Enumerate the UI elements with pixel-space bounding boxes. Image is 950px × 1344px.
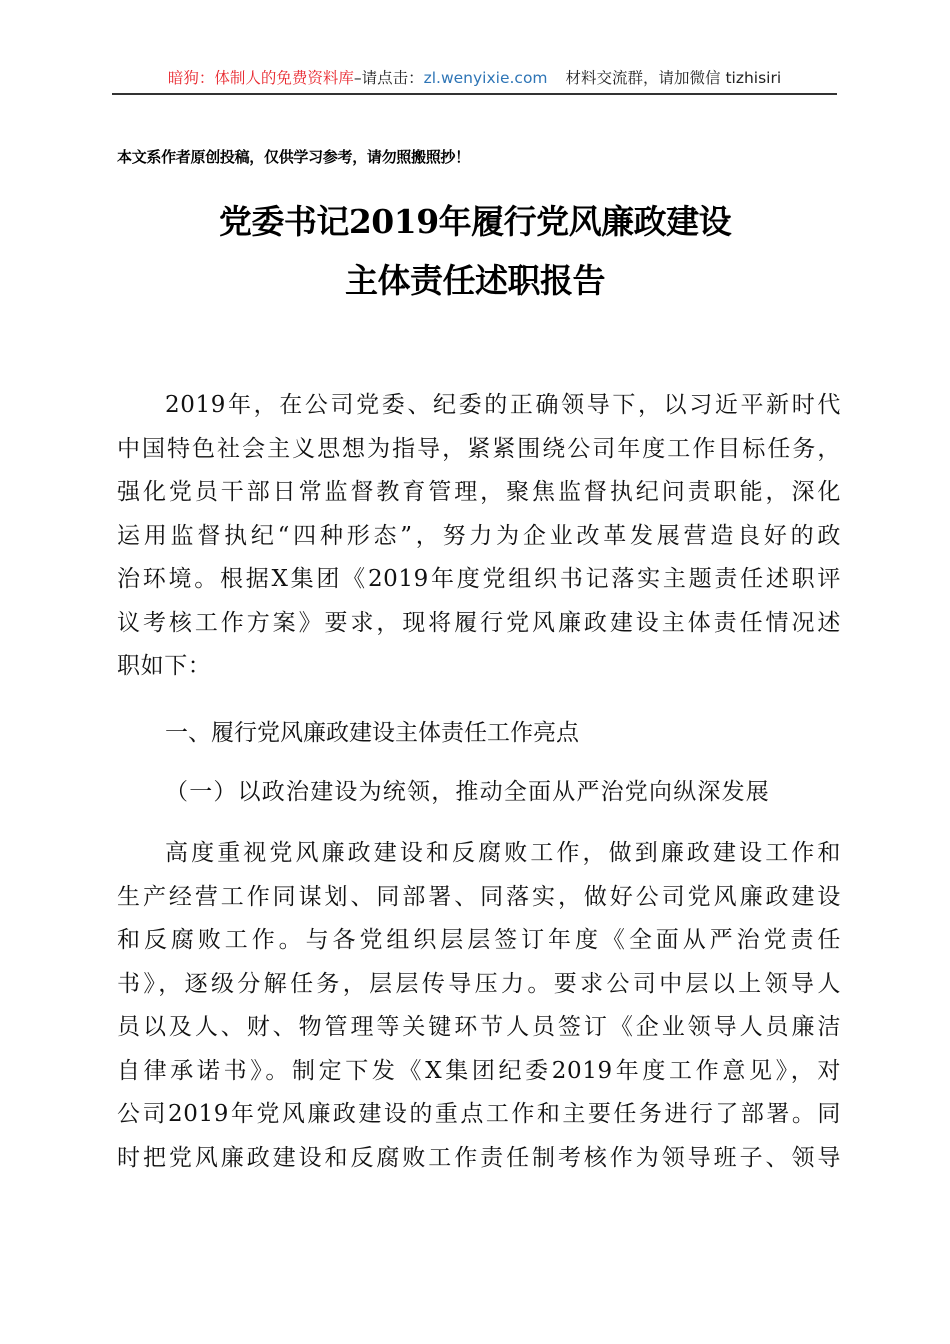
intro-paragraph — [117, 384, 841, 689]
paragraph-line: 时把党风廉政建设和反腐败工作责任制考核作为领导班子、领导 — [117, 1144, 841, 1171]
paragraph-line: 运用监督执纪“四种形态”，努力为企业改革发展营造良好的政 — [117, 522, 841, 549]
section-heading-1: 一、履行党风廉政建设主体责任工作亮点 — [165, 720, 579, 746]
website-link[interactable]: zl.wenyixie.com — [423, 69, 548, 87]
paragraph-line: 强化党员干部日常监督教育管理，聚焦监督执纪问责职能，深化 — [117, 479, 841, 505]
paragraph-line: 公司2019年党风廉政建设的重点工作和主要任务进行了部署。同 — [117, 1101, 841, 1127]
paragraph-line: 自律承诺书》。制定下发《X集团纪委2019年度工作意见》，对 — [117, 1057, 841, 1084]
brand-text: 暗狗：体制人的免费资料库 — [167, 69, 354, 87]
paragraph-line: 治环境。根据X集团《2019年度党组织书记落实主题责任述职评 — [117, 566, 841, 592]
copyright-notice: 本文系作者原创投稿，仅供学习参考，请勿照搬照抄！ — [117, 148, 470, 166]
paragraph-line: 议考核工作方案》要求，现将履行党风廉政建设主体责任情况述 — [117, 609, 841, 636]
paragraph-line: 书》，逐级分解任务，层层传导压力。要求公司中层以上领导人 — [117, 970, 841, 997]
document-title-line-2: 主体责任述职报告 — [345, 261, 605, 300]
click-prompt: –请点击： — [353, 69, 424, 87]
wechat-contact-text: 材料交流群，请加微信 tizhisiri — [565, 69, 782, 87]
subsection-heading-1: （一）以政治建设为统领，推动全面从严治党向纵深发展 — [165, 779, 770, 805]
body-paragraph — [117, 832, 841, 1180]
paragraph-line: 2019年，在公司党委、纪委的正确领导下，以习近平新时代 — [165, 392, 841, 418]
paragraph-line: 高度重视党风廉政建设和反腐败工作，做到廉政建设工作和 — [165, 840, 841, 866]
page-header-banner — [112, 66, 837, 90]
paragraph-line: 职如下： — [117, 653, 212, 679]
paragraph-line: 员以及人、财、物管理等关键环节人员签订《企业领导人员廉洁 — [117, 1014, 841, 1040]
paragraph-line: 和反腐败工作。与各党组织层层签订年度《全面从严治党责任 — [117, 927, 841, 953]
header-divider — [112, 93, 837, 95]
document-title-line-1: 党委书记2019年履行党风廉政建设 — [218, 202, 732, 241]
paragraph-line: 中国特色社会主义思想为指导，紧紧围绕公司年度工作目标任务， — [117, 435, 841, 462]
paragraph-line: 生产经营工作同谋划、同部署、同落实，做好公司党风廉政建设 — [117, 883, 841, 910]
